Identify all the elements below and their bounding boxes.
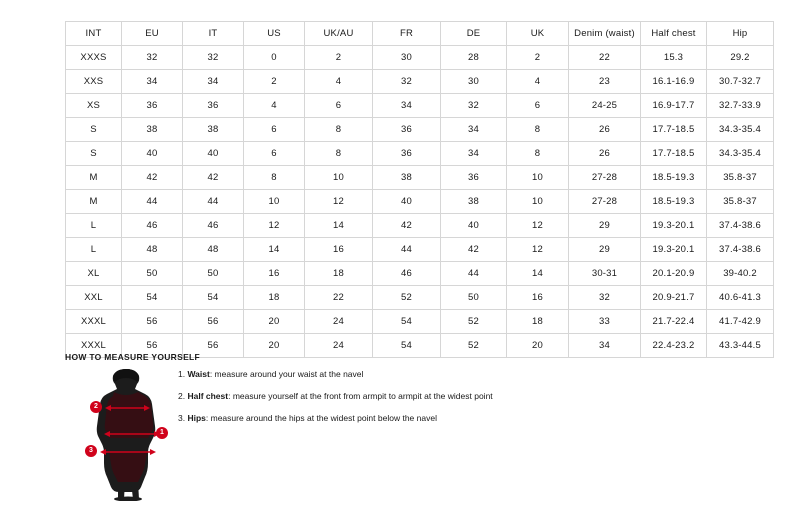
cell-uk-au: 6 (305, 94, 373, 118)
cell-denim-waist: 32 (569, 286, 641, 310)
cell-eu: 36 (122, 94, 183, 118)
cell-it: 34 (183, 70, 244, 94)
instruction-number-3: 3. (178, 413, 186, 423)
column-header-us: US (244, 22, 305, 46)
cell-uk: 6 (507, 94, 569, 118)
cell-it: 50 (183, 262, 244, 286)
cell-eu: 56 (122, 310, 183, 334)
cell-uk: 8 (507, 142, 569, 166)
cell-us: 8 (244, 166, 305, 190)
cell-half-chest: 19.3-20.1 (641, 214, 707, 238)
cell-it: 36 (183, 94, 244, 118)
table-header-row (66, 22, 774, 46)
cell-denim-waist: 34 (569, 334, 641, 358)
instruction-text-2: : measure yourself at the front from armpit to armpit at the widest point (228, 391, 493, 401)
cell-it: 56 (183, 334, 244, 358)
cell-denim-waist: 27-28 (569, 190, 641, 214)
cell-fr: 36 (373, 118, 441, 142)
cell-eu: 44 (122, 190, 183, 214)
cell-int: XXXL (66, 310, 122, 334)
cell-uk: 12 (507, 238, 569, 262)
cell-int: XXXS (66, 46, 122, 70)
column-header-half-chest: Half chest (641, 22, 707, 46)
table-row (66, 238, 774, 262)
cell-hip: 34.3-35.4 (707, 142, 774, 166)
cell-half-chest: 16.9-17.7 (641, 94, 707, 118)
measure-instruction-2 (178, 390, 598, 402)
cell-half-chest: 17.7-18.5 (641, 142, 707, 166)
cell-eu: 54 (122, 286, 183, 310)
cell-fr: 54 (373, 310, 441, 334)
cell-uk-au: 22 (305, 286, 373, 310)
table-row (66, 310, 774, 334)
cell-uk: 14 (507, 262, 569, 286)
cell-de: 36 (441, 166, 507, 190)
column-header-uk-au: UK/AU (305, 22, 373, 46)
cell-hip: 40.6-41.3 (707, 286, 774, 310)
instruction-number-1: 1. (178, 369, 186, 379)
cell-fr: 46 (373, 262, 441, 286)
column-header-hip: Hip (707, 22, 774, 46)
cell-hip: 30.7-32.7 (707, 70, 774, 94)
cell-hip: 37.4-38.6 (707, 214, 774, 238)
cell-uk: 16 (507, 286, 569, 310)
cell-eu: 34 (122, 70, 183, 94)
cell-it: 42 (183, 166, 244, 190)
cell-denim-waist: 22 (569, 46, 641, 70)
cell-de: 50 (441, 286, 507, 310)
cell-it: 48 (183, 238, 244, 262)
cell-it: 44 (183, 190, 244, 214)
cell-half-chest: 16.1-16.9 (641, 70, 707, 94)
cell-de: 38 (441, 190, 507, 214)
instruction-term-3: Hips (187, 413, 206, 423)
cell-half-chest: 20.1-20.9 (641, 262, 707, 286)
table-body (66, 46, 774, 358)
cell-it: 54 (183, 286, 244, 310)
instruction-term-1: Waist (187, 369, 210, 379)
cell-eu: 32 (122, 46, 183, 70)
cell-it: 38 (183, 118, 244, 142)
cell-int: XXL (66, 286, 122, 310)
cell-hip: 41.7-42.9 (707, 310, 774, 334)
cell-fr: 42 (373, 214, 441, 238)
table-row (66, 286, 774, 310)
cell-it: 56 (183, 310, 244, 334)
cell-us: 20 (244, 334, 305, 358)
cell-eu: 46 (122, 214, 183, 238)
how-to-measure-title: HOW TO MEASURE YOURSELF (65, 352, 201, 362)
cell-us: 0 (244, 46, 305, 70)
cell-uk: 4 (507, 70, 569, 94)
cell-denim-waist: 30-31 (569, 262, 641, 286)
cell-denim-waist: 33 (569, 310, 641, 334)
cell-us: 6 (244, 142, 305, 166)
marker-1-waist: 1 (156, 427, 168, 439)
cell-uk-au: 24 (305, 334, 373, 358)
cell-eu: 38 (122, 118, 183, 142)
marker-3-hips: 3 (85, 445, 97, 457)
cell-us: 2 (244, 70, 305, 94)
cell-denim-waist: 27-28 (569, 166, 641, 190)
cell-us: 20 (244, 310, 305, 334)
cell-uk: 12 (507, 214, 569, 238)
cell-uk-au: 12 (305, 190, 373, 214)
cell-us: 10 (244, 190, 305, 214)
cell-int: M (66, 190, 122, 214)
cell-int: XXS (66, 70, 122, 94)
cell-uk: 18 (507, 310, 569, 334)
cell-half-chest: 20.9-21.7 (641, 286, 707, 310)
cell-fr: 40 (373, 190, 441, 214)
cell-denim-waist: 24-25 (569, 94, 641, 118)
cell-denim-waist: 26 (569, 142, 641, 166)
cell-int: L (66, 214, 122, 238)
cell-half-chest: 18.5-19.3 (641, 166, 707, 190)
marker-2-half-chest: 2 (90, 401, 102, 413)
cell-int: S (66, 118, 122, 142)
measurement-figure (80, 366, 176, 501)
cell-uk-au: 14 (305, 214, 373, 238)
cell-uk: 2 (507, 46, 569, 70)
measure-instruction-1 (178, 368, 598, 380)
cell-half-chest: 22.4-23.2 (641, 334, 707, 358)
size-table-container (65, 21, 761, 358)
cell-us: 6 (244, 118, 305, 142)
cell-it: 32 (183, 46, 244, 70)
measure-instructions (178, 368, 598, 434)
measure-instruction-3 (178, 412, 598, 424)
cell-de: 44 (441, 262, 507, 286)
table-row (66, 262, 774, 286)
cell-fr: 44 (373, 238, 441, 262)
column-header-it: IT (183, 22, 244, 46)
cell-half-chest: 17.7-18.5 (641, 118, 707, 142)
table-row (66, 142, 774, 166)
cell-fr: 54 (373, 334, 441, 358)
column-header-eu: EU (122, 22, 183, 46)
cell-uk-au: 16 (305, 238, 373, 262)
cell-eu: 48 (122, 238, 183, 262)
table-row (66, 214, 774, 238)
cell-us: 14 (244, 238, 305, 262)
cell-hip: 39-40.2 (707, 262, 774, 286)
cell-hip: 43.3-44.5 (707, 334, 774, 358)
cell-uk-au: 8 (305, 142, 373, 166)
cell-fr: 36 (373, 142, 441, 166)
cell-eu: 40 (122, 142, 183, 166)
table-row (66, 118, 774, 142)
cell-us: 12 (244, 214, 305, 238)
cell-de: 40 (441, 214, 507, 238)
cell-de: 42 (441, 238, 507, 262)
cell-uk: 8 (507, 118, 569, 142)
cell-uk-au: 8 (305, 118, 373, 142)
column-header-uk: UK (507, 22, 569, 46)
column-header-denim-waist: Denim (waist) (569, 22, 641, 46)
cell-fr: 38 (373, 166, 441, 190)
cell-eu: 56 (122, 334, 183, 358)
cell-half-chest: 19.3-20.1 (641, 238, 707, 262)
cell-half-chest: 21.7-22.4 (641, 310, 707, 334)
table-row (66, 166, 774, 190)
instruction-text-3: : measure around the hips at the widest point below the navel (205, 413, 437, 423)
cell-hip: 37.4-38.6 (707, 238, 774, 262)
cell-de: 30 (441, 70, 507, 94)
cell-uk-au: 4 (305, 70, 373, 94)
cell-fr: 32 (373, 70, 441, 94)
cell-hip: 35.8-37 (707, 190, 774, 214)
cell-hip: 34.3-35.4 (707, 118, 774, 142)
instruction-text-1: : measure around your waist at the navel (209, 369, 364, 379)
table-row (66, 70, 774, 94)
cell-it: 46 (183, 214, 244, 238)
cell-int: XL (66, 262, 122, 286)
cell-de: 28 (441, 46, 507, 70)
cell-uk-au: 24 (305, 310, 373, 334)
cell-int: XS (66, 94, 122, 118)
cell-uk: 10 (507, 190, 569, 214)
cell-fr: 34 (373, 94, 441, 118)
cell-uk-au: 2 (305, 46, 373, 70)
table-row (66, 190, 774, 214)
cell-eu: 42 (122, 166, 183, 190)
instruction-term-2: Half chest (187, 391, 229, 401)
cell-int: M (66, 166, 122, 190)
cell-denim-waist: 29 (569, 238, 641, 262)
cell-us: 4 (244, 94, 305, 118)
cell-int: XXXL (66, 334, 122, 358)
cell-uk-au: 18 (305, 262, 373, 286)
cell-fr: 52 (373, 286, 441, 310)
cell-us: 18 (244, 286, 305, 310)
cell-denim-waist: 26 (569, 118, 641, 142)
cell-de: 34 (441, 118, 507, 142)
cell-de: 34 (441, 142, 507, 166)
cell-de: 52 (441, 310, 507, 334)
table-row (66, 46, 774, 70)
column-header-de: DE (441, 22, 507, 46)
table-row (66, 94, 774, 118)
cell-de: 32 (441, 94, 507, 118)
cell-hip: 32.7-33.9 (707, 94, 774, 118)
cell-int: L (66, 238, 122, 262)
cell-uk-au: 10 (305, 166, 373, 190)
cell-half-chest: 18.5-19.3 (641, 190, 707, 214)
table-header (66, 22, 774, 46)
cell-fr: 30 (373, 46, 441, 70)
instruction-number-2: 2. (178, 391, 186, 401)
column-header-fr: FR (373, 22, 441, 46)
cell-de: 52 (441, 334, 507, 358)
column-header-int: INT (66, 22, 122, 46)
cell-half-chest: 15.3 (641, 46, 707, 70)
cell-hip: 29.2 (707, 46, 774, 70)
cell-denim-waist: 23 (569, 70, 641, 94)
cell-eu: 50 (122, 262, 183, 286)
cell-denim-waist: 29 (569, 214, 641, 238)
cell-int: S (66, 142, 122, 166)
cell-uk: 20 (507, 334, 569, 358)
cell-uk: 10 (507, 166, 569, 190)
cell-it: 40 (183, 142, 244, 166)
size-conversion-table (65, 21, 774, 358)
cell-hip: 35.8-37 (707, 166, 774, 190)
cell-us: 16 (244, 262, 305, 286)
